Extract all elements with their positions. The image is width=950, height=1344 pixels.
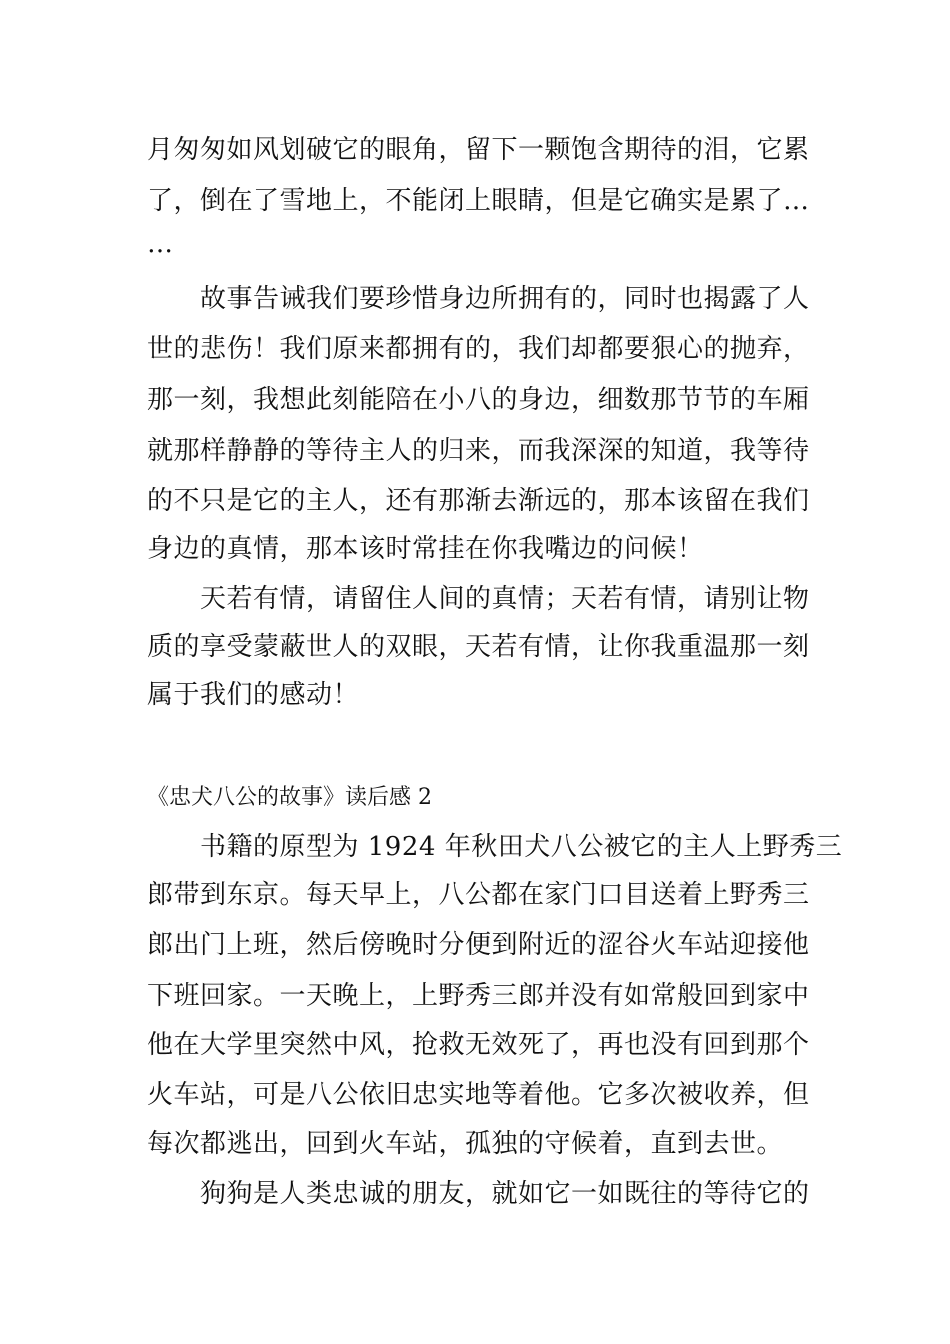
paragraph-line: 下班回家。一天晚上，上野秀三郎并没有如常般回到家中 (147, 981, 810, 1011)
paragraph-line: 世的悲伤！我们原来都拥有的，我们却都要狠心的抛弃， (147, 334, 810, 364)
paragraph-line: 身边的真情，那本该时常挂在你我嘴边的问候！ (147, 534, 704, 564)
continuation-line: 月匆匆如风划破它的眼角，留下一颗饱含期待的泪，它累 (147, 135, 810, 165)
section-title: 《忠犬八公的故事》读后感 2 (147, 785, 432, 810)
paragraph-line: 火车站，可是八公依旧忠实地等着他。它多次被收养，但 (147, 1080, 810, 1110)
paragraph-line: 他在大学里突然中风，抢救无效死了，再也没有回到那个 (147, 1030, 810, 1060)
paragraph-line: 故事告诫我们要珍惜身边所拥有的，同时也揭露了人 (200, 284, 810, 314)
paragraph-line: 就那样静静的等待主人的归来，而我深深的知道，我等待 (147, 436, 810, 466)
paragraph-line: 狗狗是人类忠诚的朋友，就如它一如既往的等待它的 (200, 1179, 810, 1209)
paragraph-line: 天若有情，请留住人间的真情；天若有情，请别让物 (200, 584, 810, 614)
paragraph-line: 那一刻，我想此刻能陪在小八的身边，细数那节节的车厢 (147, 385, 810, 415)
paragraph-line: 每次都逃出，回到火车站，孤独的守候着，直到去世。 (147, 1129, 784, 1159)
continuation-line: … (147, 229, 174, 259)
paragraph-line: 质的享受蒙蔽世人的双眼，天若有情，让你我重温那一刻 (147, 632, 810, 662)
paragraph-line: 书籍的原型为 1924 年秋田犬八公被它的主人上野秀三 (200, 832, 843, 862)
paragraph-line: 郎带到东京。每天早上，八公都在家门口目送着上野秀三 (147, 880, 810, 910)
paragraph-line: 郎出门上班，然后傍晚时分便到附近的涩谷火车站迎接他 (147, 930, 810, 960)
continuation-line: 了，倒在了雪地上，不能闭上眼睛，但是它确实是累了… (147, 186, 810, 216)
paragraph-line: 的不只是它的主人，还有那渐去渐远的，那本该留在我们 (147, 486, 810, 516)
paragraph-line: 属于我们的感动！ (147, 680, 360, 710)
